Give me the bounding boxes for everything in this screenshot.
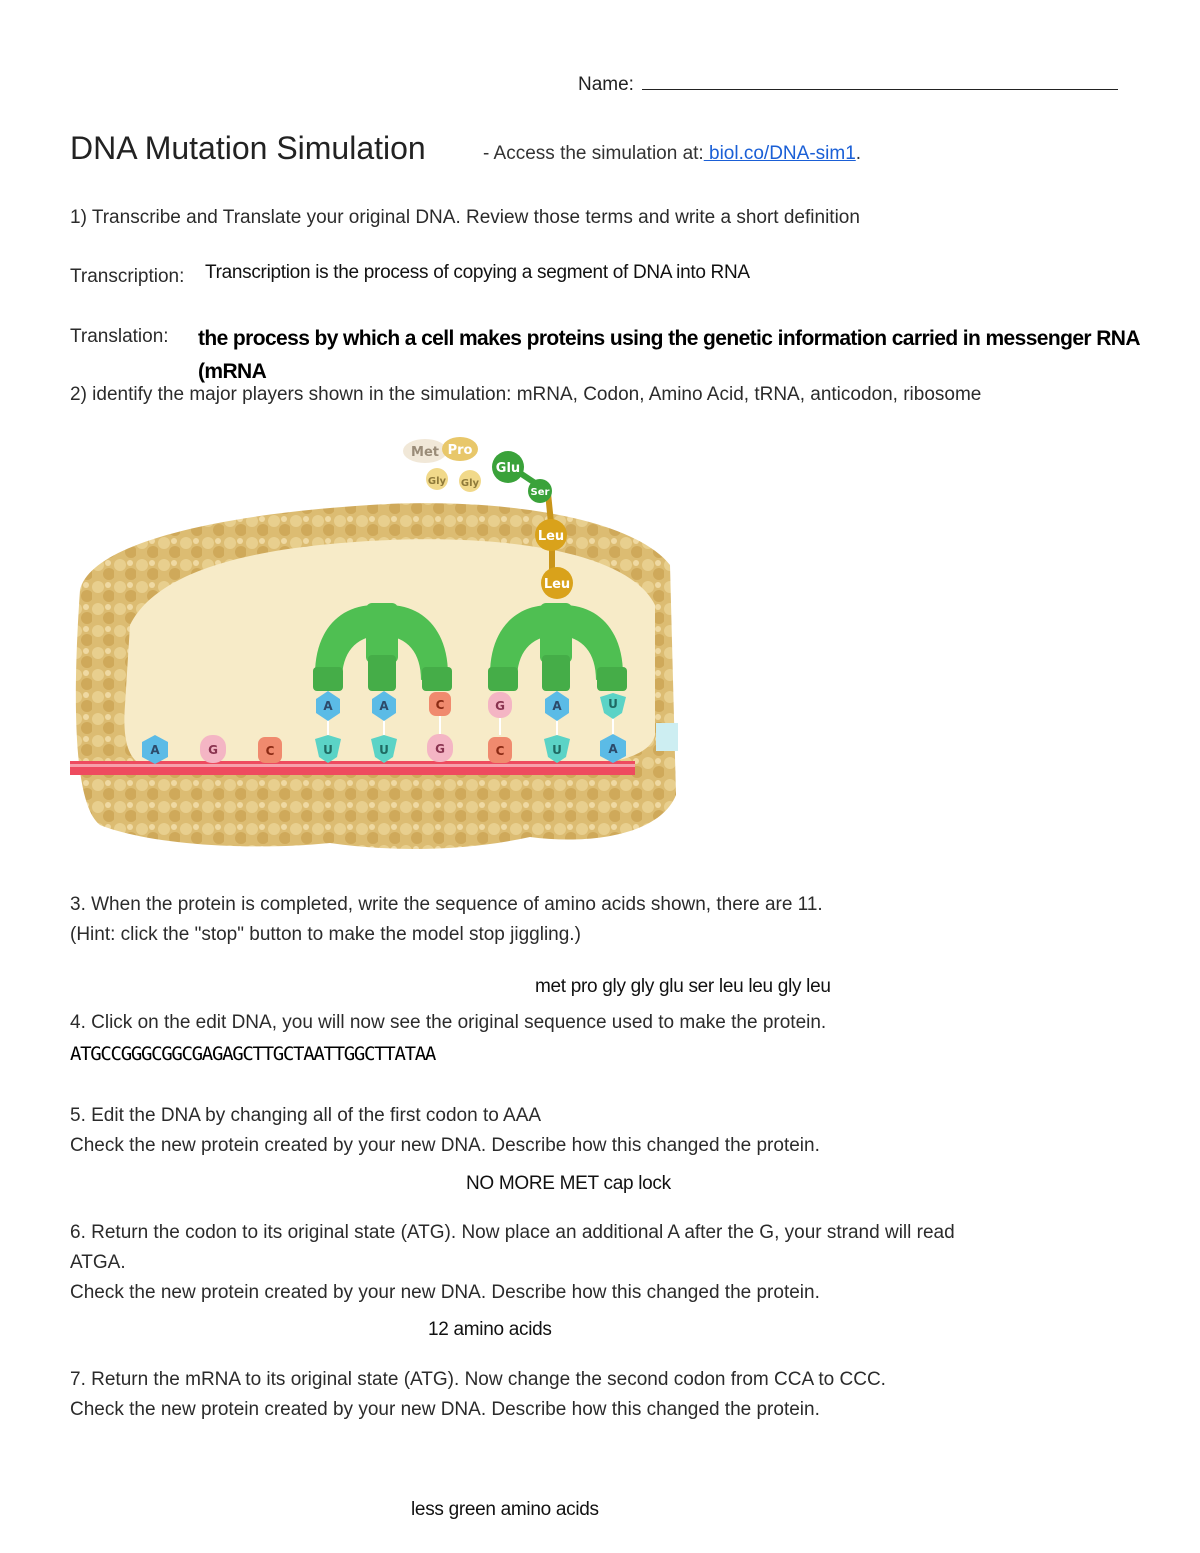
- question-6: 6. Return the codon to its original state (ATG). Now place an additional A after the G, your strand will read: [70, 1222, 955, 1243]
- anticodon-label: A: [323, 699, 333, 713]
- name-field: [578, 74, 1118, 96]
- translation-label: Translation:: [70, 326, 169, 347]
- mrna-base-label: G: [435, 742, 445, 756]
- page-title: DNA Mutation Simulation: [70, 130, 426, 166]
- name-blank-line[interactable]: [642, 75, 1118, 90]
- question-3: 3. When the protein is completed, write the sequence of amino acids shown, there are 11.: [70, 894, 823, 915]
- amino-acid-label: Met: [411, 445, 439, 460]
- mrna-base-label: C: [265, 744, 275, 758]
- mrna-base-label: A: [150, 743, 160, 757]
- ribosome-illustration: [70, 405, 682, 855]
- question-4: 4. Click on the edit DNA, you will now see the original sequence used to make the protein.: [70, 1012, 827, 1033]
- anticodon-label: C: [435, 698, 445, 712]
- mrna-base-label: U: [552, 743, 562, 757]
- access-prefix: - Access the simulation at:: [483, 143, 704, 164]
- transcription-label: Transcription:: [70, 266, 185, 287]
- question-7-answer[interactable]: less green amino acids: [411, 1499, 599, 1520]
- question-6-prompt: Check the new protein created by your new DNA. Describe how this changed the protein.: [70, 1282, 820, 1303]
- dna-sequence: ATGCCGGGCGGCGAGAGCTTGCTAATTGGCTTATAA: [70, 1043, 436, 1065]
- amino-acid-label: Pro: [447, 443, 473, 458]
- question-2: 2) identify the major players shown in the simulation: mRNA, Codon, Amino Acid, tRNA, anticodon, ribosome: [70, 384, 982, 405]
- question-5: 5. Edit the DNA by changing all of the first codon to AAA: [70, 1105, 542, 1126]
- question-3-hint: (Hint: click the "stop" button to make the model stop jiggling.): [70, 924, 581, 945]
- simulation-link[interactable]: biol.co/DNA-sim1: [703, 143, 856, 164]
- mrna-base-label: U: [379, 743, 389, 757]
- amino-acid-label: Glu: [495, 461, 521, 476]
- question-5-answer[interactable]: NO MORE MET cap lock: [466, 1173, 671, 1194]
- question-6-strand: ATGA.: [70, 1252, 126, 1273]
- access-instructions: [483, 143, 861, 165]
- amino-acid-label: Leu: [543, 577, 571, 592]
- question-7: 7. Return the mRNA to its original state (ATG). Now change the second codon from CCA to CCC.: [70, 1369, 886, 1390]
- anticodon-label: G: [495, 699, 505, 713]
- anticodon-label: U: [608, 697, 618, 711]
- question-3-answer[interactable]: met pro gly gly glu ser leu leu gly leu: [535, 976, 831, 997]
- amino-acid-label: Leu: [537, 529, 565, 544]
- amino-acid-label: Ser: [530, 487, 550, 498]
- mrna-base-label: G: [208, 743, 218, 757]
- question-5-prompt: Check the new protein created by your new DNA. Describe how this changed the protein.: [70, 1135, 820, 1156]
- mrna-base-label: C: [495, 744, 505, 758]
- transcription-answer[interactable]: Transcription is the process of copying a segment of DNA into RNA: [205, 262, 750, 283]
- amino-acid-label: Gly: [460, 478, 480, 489]
- anticodon-label: A: [379, 699, 389, 713]
- amino-acid-label: Gly: [427, 476, 447, 487]
- question-1: 1) Transcribe and Translate your original DNA. Review those terms and write a short definition: [70, 207, 860, 228]
- mrna-base-label: A: [608, 742, 618, 756]
- anticodon-label: A: [552, 699, 562, 713]
- name-label: Name:: [578, 74, 634, 95]
- translation-answer[interactable]: the process by which a cell makes proteins using the genetic information carried in messenger RNA (mRNA: [198, 327, 1140, 383]
- question-6-answer[interactable]: 12 amino acids: [428, 1319, 552, 1340]
- access-suffix: .: [855, 143, 862, 164]
- ribosome-simulation-figure: [70, 405, 682, 855]
- question-7-prompt: Check the new protein created by your new DNA. Describe how this changed the protein.: [70, 1399, 820, 1420]
- mrna-base-label: U: [323, 743, 333, 757]
